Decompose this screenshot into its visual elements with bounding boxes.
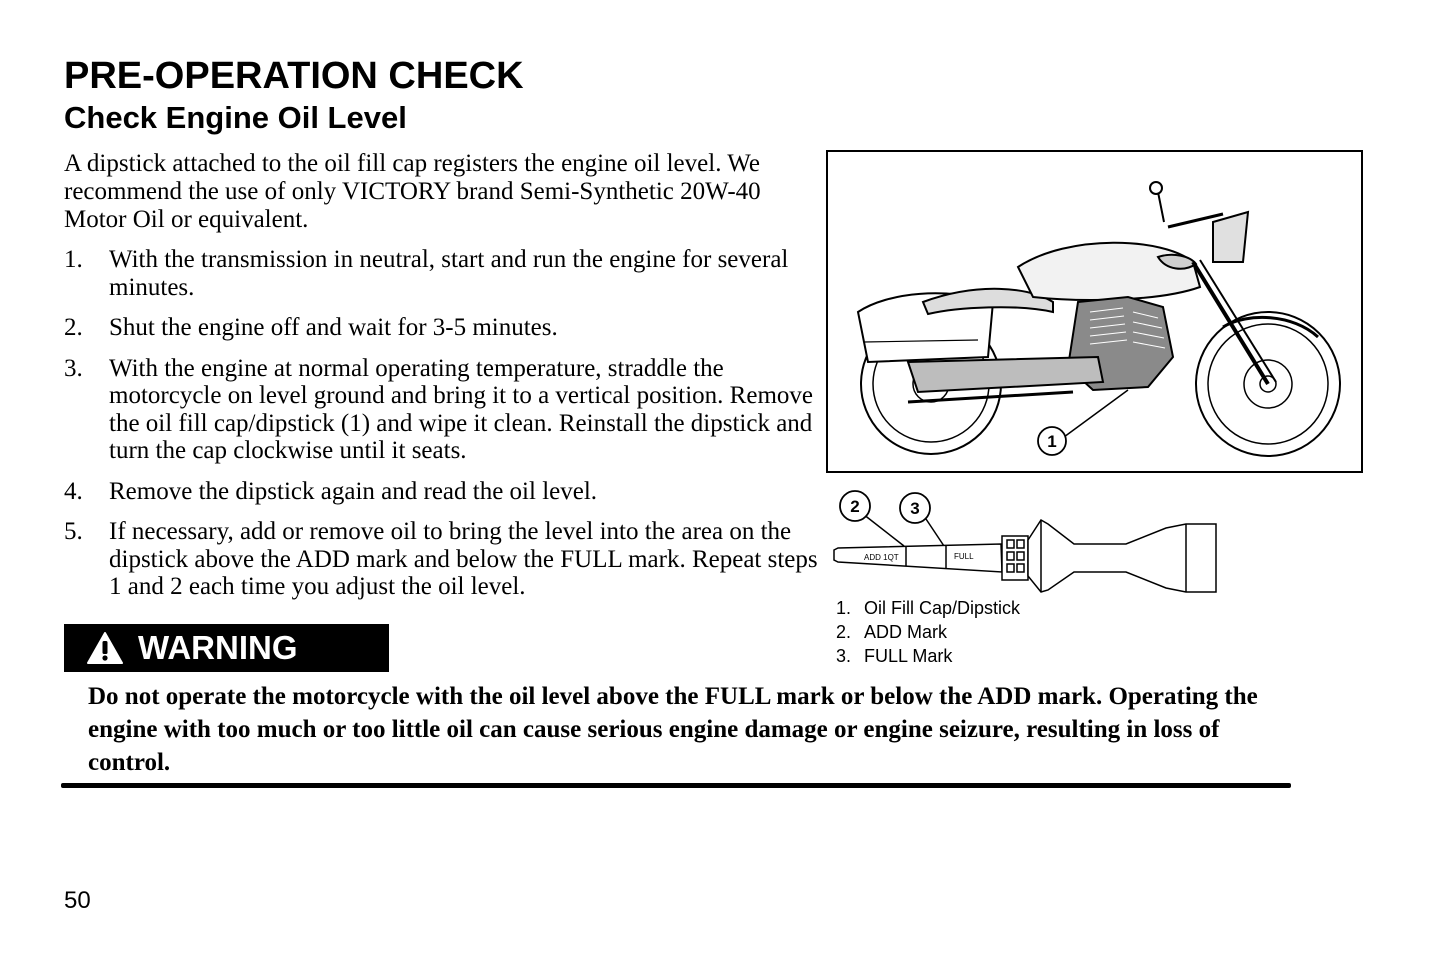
full-mark-label: FULL	[954, 552, 974, 561]
legend-text: FULL Mark	[864, 646, 953, 666]
page-number: 50	[64, 887, 91, 914]
svg-text:1: 1	[1047, 432, 1057, 451]
step-number: 2.	[64, 314, 83, 341]
step-number: 5.	[64, 518, 83, 545]
add-mark-label: ADD 1QT	[864, 553, 899, 562]
step-text: With the engine at normal operating temperature, straddle the motorcycle on level ground and bring it to a vertical position. Remove the oil fill cap/dipstick (1) and wipe it clean. Reinstall the dipstick and turn the cap clockwise until it seats.	[109, 354, 813, 464]
legend-item	[836, 644, 1020, 668]
warning-label: WARNING	[138, 629, 298, 666]
page-title: PRE-OPERATION CHECK	[64, 55, 524, 97]
step-item	[64, 246, 824, 301]
callout-1	[1038, 427, 1066, 455]
step-text: Shut the engine off and wait for 3-5 minutes.	[109, 314, 558, 341]
warning-divider	[61, 783, 1291, 788]
svg-text:2: 2	[850, 497, 860, 516]
warning-text: Do not operate the motorcycle with the oil level above the FULL mark or below the ADD mark. Operating the engine with too much or too little oil can cause serious engine damage or engine seizure, resulting in loss of control.	[88, 683, 1258, 776]
step-number: 4.	[64, 477, 83, 505]
callout-3	[900, 493, 930, 523]
step-number: 1.	[64, 246, 83, 273]
intro-paragraph: A dipstick attached to the oil fill cap registers the engine oil level. We recommend the use of only VICTORY brand Semi-Synthetic 20W-40 Motor Oil or equivalent.	[64, 150, 761, 233]
callout-2	[840, 491, 870, 521]
step-item	[64, 314, 824, 342]
step-text: Remove the dipstick again and read the oil level.	[109, 477, 598, 505]
legend-item	[836, 596, 1020, 620]
motorcycle-illustration	[828, 152, 1361, 471]
legend-text: Oil Fill Cap/Dipstick	[864, 598, 1021, 618]
step-number: 3.	[64, 354, 83, 382]
procedure-steps	[64, 246, 824, 614]
svg-text:3: 3	[910, 499, 920, 518]
warning-banner	[64, 624, 389, 672]
exclamation-triangle-icon	[86, 631, 124, 665]
figure-legend	[836, 596, 1020, 668]
legend-number: 2.	[836, 622, 852, 642]
step-item	[64, 518, 824, 601]
legend-text: ADD Mark	[864, 622, 948, 642]
legend-item	[836, 620, 1020, 644]
step-text: With the transmission in neutral, start and run the engine for several minutes.	[109, 246, 789, 301]
dipstick-illustration	[826, 484, 1226, 596]
motorcycle-figure	[826, 150, 1363, 473]
legend-number: 1.	[836, 598, 852, 618]
step-item	[64, 355, 824, 465]
step-text: If necessary, add or remove oil to bring the level into the area on the dipstick above the ADD mark and below the FULL mark. Repeat steps 1 and 2 each time you adjust the oil level.	[109, 518, 818, 600]
legend-number: 3.	[836, 646, 852, 666]
section-title: Check Engine Oil Level	[64, 100, 407, 135]
step-item	[64, 478, 824, 506]
